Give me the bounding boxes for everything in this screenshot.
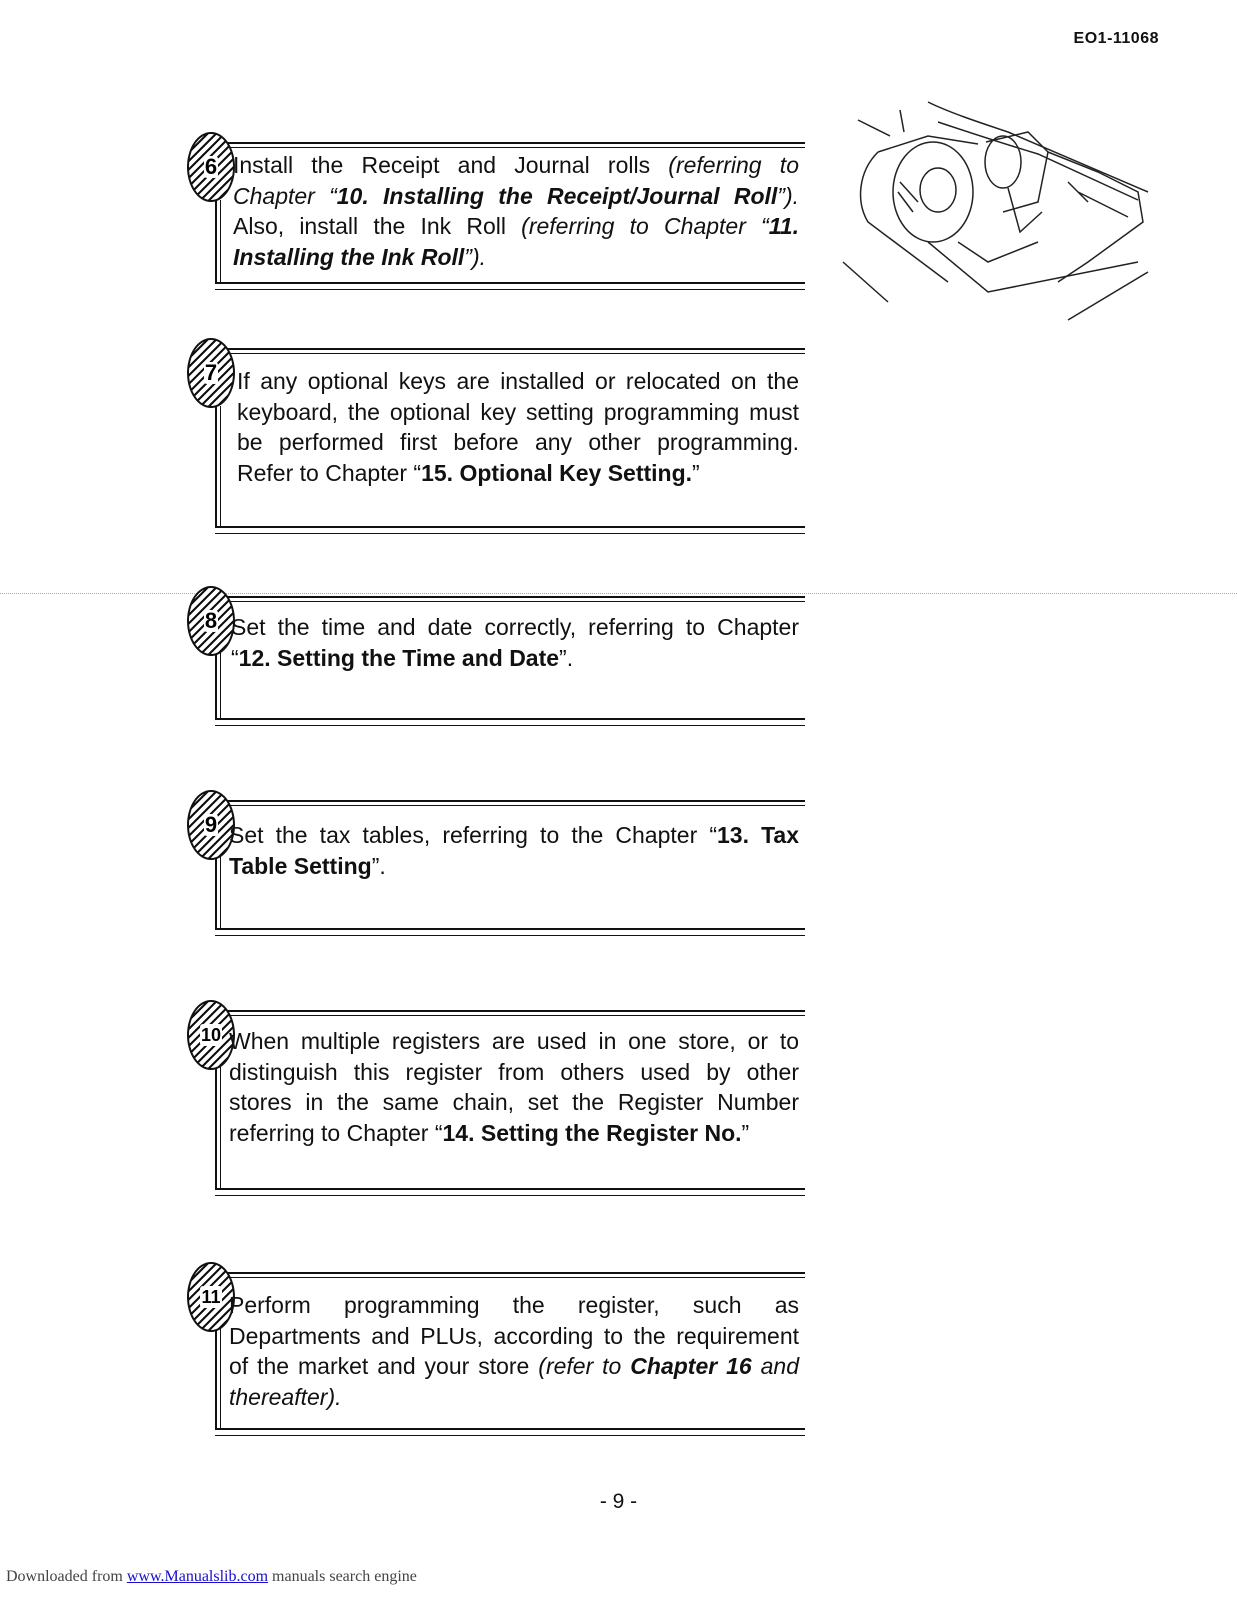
page-number: - 9 - (599, 1490, 638, 1513)
step-number-badge: 11 (187, 1262, 235, 1332)
download-footer: Downloaded from www.Manualslib.com manuals search engine (6, 1568, 417, 1585)
step-7 (204, 348, 805, 534)
step-number-badge: 8 (187, 586, 235, 656)
step-number-badge: 6 (187, 132, 235, 202)
step-number-badge: 9 (187, 790, 235, 860)
step-9 (204, 800, 805, 936)
register-roll-illustration (838, 92, 1158, 332)
step-text: If any optional keys are installed or relocated on the keyboard, the optional key setting programming must be performed first before any other programming. Refer to Chapter “15. Optional Key Setting.” (237, 368, 799, 486)
step-text: Install the Receipt and Journal rolls (referring to Chapter “10. Installing the Receipt/Journal Roll”). Also, install the Ink Roll (referring to Chapter “11. Installing the Ink Roll”). (233, 152, 800, 270)
manualslib-link[interactable]: www.Manualslib.com (126, 1568, 269, 1585)
step-number-badge: 7 (187, 338, 235, 408)
step-text: Set the time and date correctly, referring to Chapter “12. Setting the Time and Date”. (231, 614, 799, 671)
scan-artifact-line (0, 593, 1237, 594)
step-11 (201, 1272, 805, 1436)
step-text: Perform programming the register, such as Departments and PLUs, according to the requirement of the market and your store (refer to Chapter 16 and thereafter). (229, 1292, 800, 1410)
step-text: When multiple registers are used in one store, or to distinguish this register from others used by other stores in the same chain, set the Register Number referring to Chapter “14. Setting the Register No.” (229, 1028, 799, 1146)
step-number-badge: 10 (187, 1000, 235, 1070)
step-6 (204, 142, 805, 290)
document-code: EO1-11068 (1073, 30, 1159, 47)
step-10 (200, 1010, 805, 1196)
step-8 (204, 596, 805, 726)
step-text: Set the tax tables, referring to the Chapter “13. Tax Table Setting”. (229, 822, 799, 879)
